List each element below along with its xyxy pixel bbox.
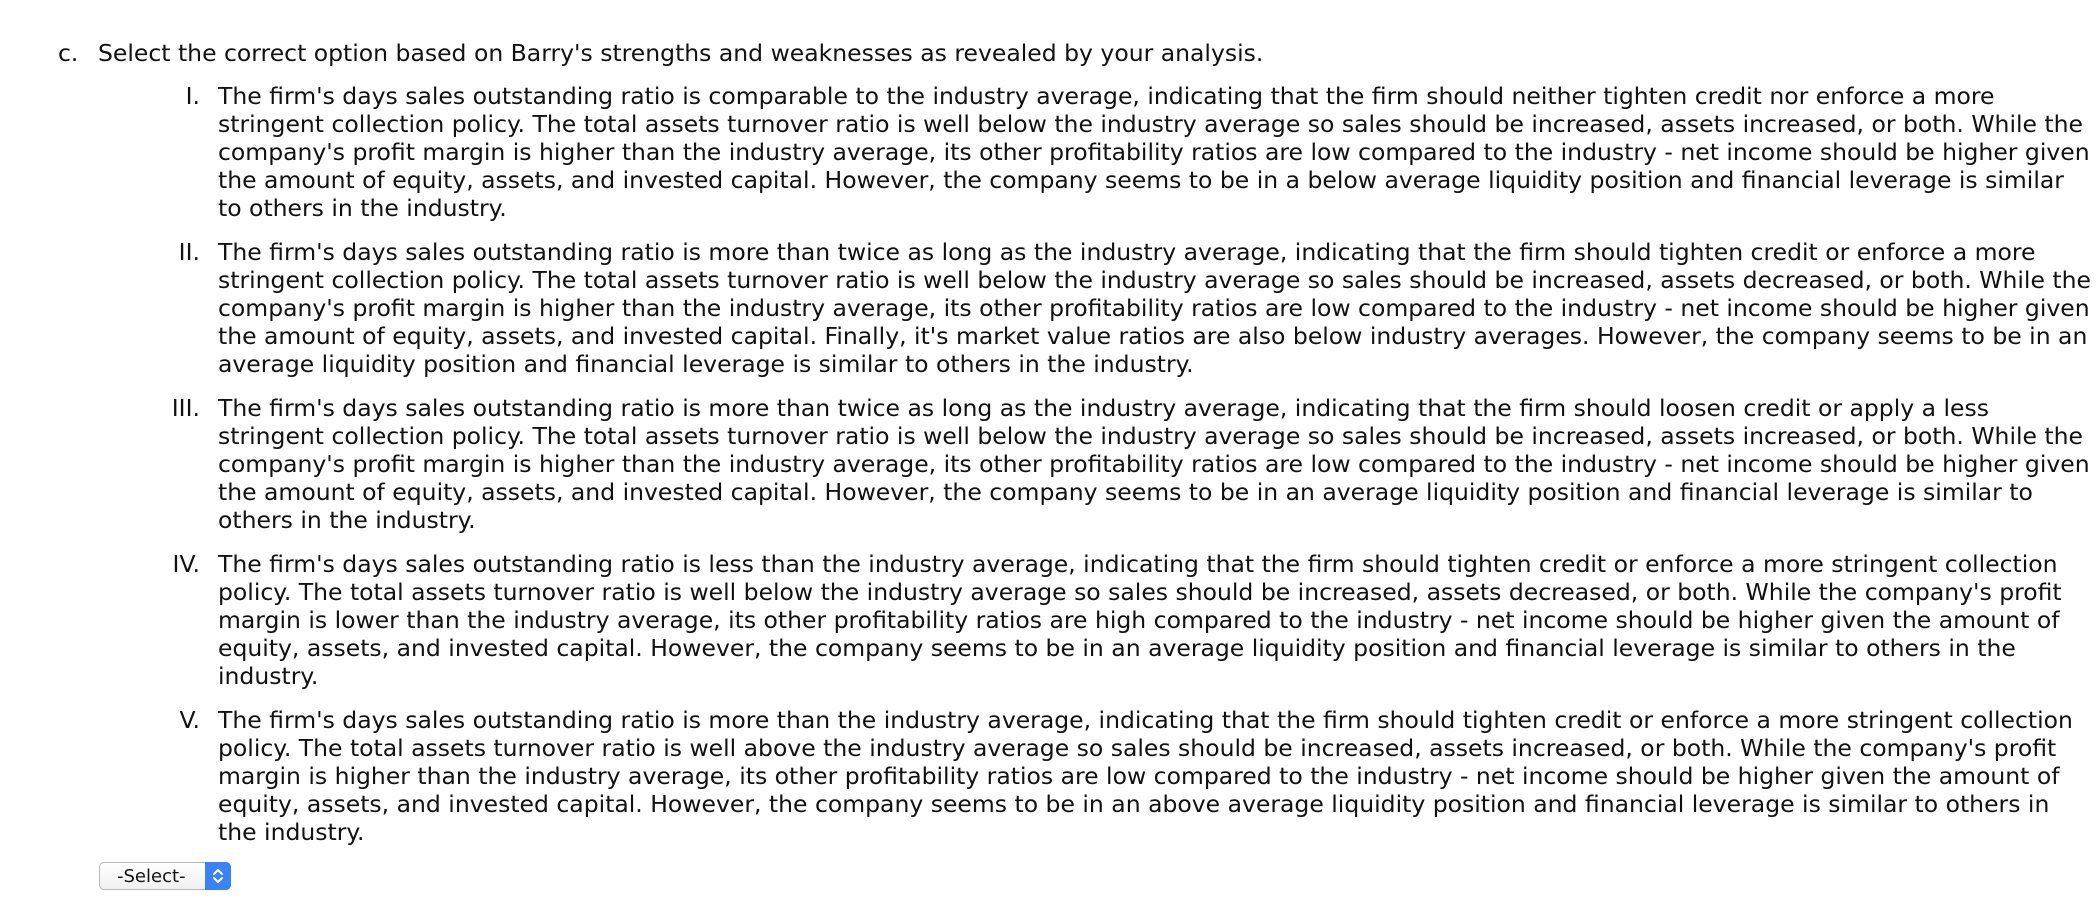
option-item-4 xyxy=(0,550,2098,690)
option-text: The firm's days sales outstanding ratio is more than the industry average, indicating that the firm should tighten credit or enforce a more stringent collection policy. The total assets turnover ratio is well above the industry average so sales should be increased, assets increased, or both. While the company's profit margin is higher than the industry average, its other profitability ratios are low compared to the industry - net income should be higher given the amount of equity, assets, and invested capital. However, the company seems to be in an above average liquidity position and financial leverage is similar to others in the industry. xyxy=(218,706,2073,846)
option-text: The firm's days sales outstanding ratio is more than twice as long as the industry average, indicating that the firm should loosen credit or apply a less stringent collection policy. The total assets turnover ratio is well below the industry average so sales should be increased, assets increased, or both. While the company's profit margin is higher than the industry average, its other profitability ratios are low compared to the industry - net income should be higher given the amount of equity, assets, and invested capital. However, the company seems to be in an average liquidity position and financial leverage is similar to others in the industry. xyxy=(218,394,2090,534)
option-item-5 xyxy=(0,706,2098,846)
question-prompt xyxy=(58,38,1263,68)
option-item-2 xyxy=(0,238,2098,378)
option-text: The firm's days sales outstanding ratio is comparable to the industry average, indicating that the firm should neither tighten credit nor enforce a more stringent collection policy. The total assets turnover ratio is well below the industry average so sales should be increased, assets increased, or both. While the company's profit margin is higher than the industry average, its other profitability ratios are low compared to the industry - net income should be higher given the amount of equity, assets, and invested capital. However, the company seems to be in a below average liquidity position and financial leverage is similar to others in the industry. xyxy=(218,82,2090,222)
option-text: The firm's days sales outstanding ratio is less than the industry average, indicating that the firm should tighten credit or enforce a more stringent collection policy. The total assets turnover ratio is well below the industry average so sales should be increased, assets decreased, or both. While the company's profit margin is lower than the industry average, its other profitability ratios are high compared to the industry - net income should be higher given the amount of equity, assets, and invested capital. However, the company seems to be in an average liquidity position and financial leverage is similar to others in the industry. xyxy=(218,550,2062,690)
select-value: -Select- xyxy=(117,866,186,887)
option-numeral: I. xyxy=(185,82,200,110)
question-letter: c. xyxy=(58,39,79,67)
option-numeral: III. xyxy=(171,394,200,422)
question-text: Select the correct option based on Barry's strengths and weaknesses as revealed by your analysis. xyxy=(98,39,1264,67)
option-list xyxy=(0,82,2098,862)
answer-select-dropdown[interactable] xyxy=(99,862,231,890)
option-item-3 xyxy=(0,394,2098,534)
option-item-1 xyxy=(0,82,2098,222)
option-numeral: V. xyxy=(179,706,200,734)
option-numeral: II. xyxy=(178,238,200,266)
updown-chevron-icon xyxy=(205,862,231,890)
option-numeral: IV. xyxy=(172,550,200,578)
option-text: The firm's days sales outstanding ratio is more than twice as long as the industry average, indicating that the firm should tighten credit or enforce a more stringent collection policy. The total assets turnover ratio is well below the industry average so sales should be increased, assets decreased, or both. While the company's profit margin is higher than the industry average, its other profitability ratios are low compared to the industry - net income should be higher given the amount of equity, assets, and invested capital. Finally, it's market value ratios are also below industry averages. However, the company seems to be in an average liquidity position and financial leverage is similar to others in the industry. xyxy=(218,238,2091,378)
